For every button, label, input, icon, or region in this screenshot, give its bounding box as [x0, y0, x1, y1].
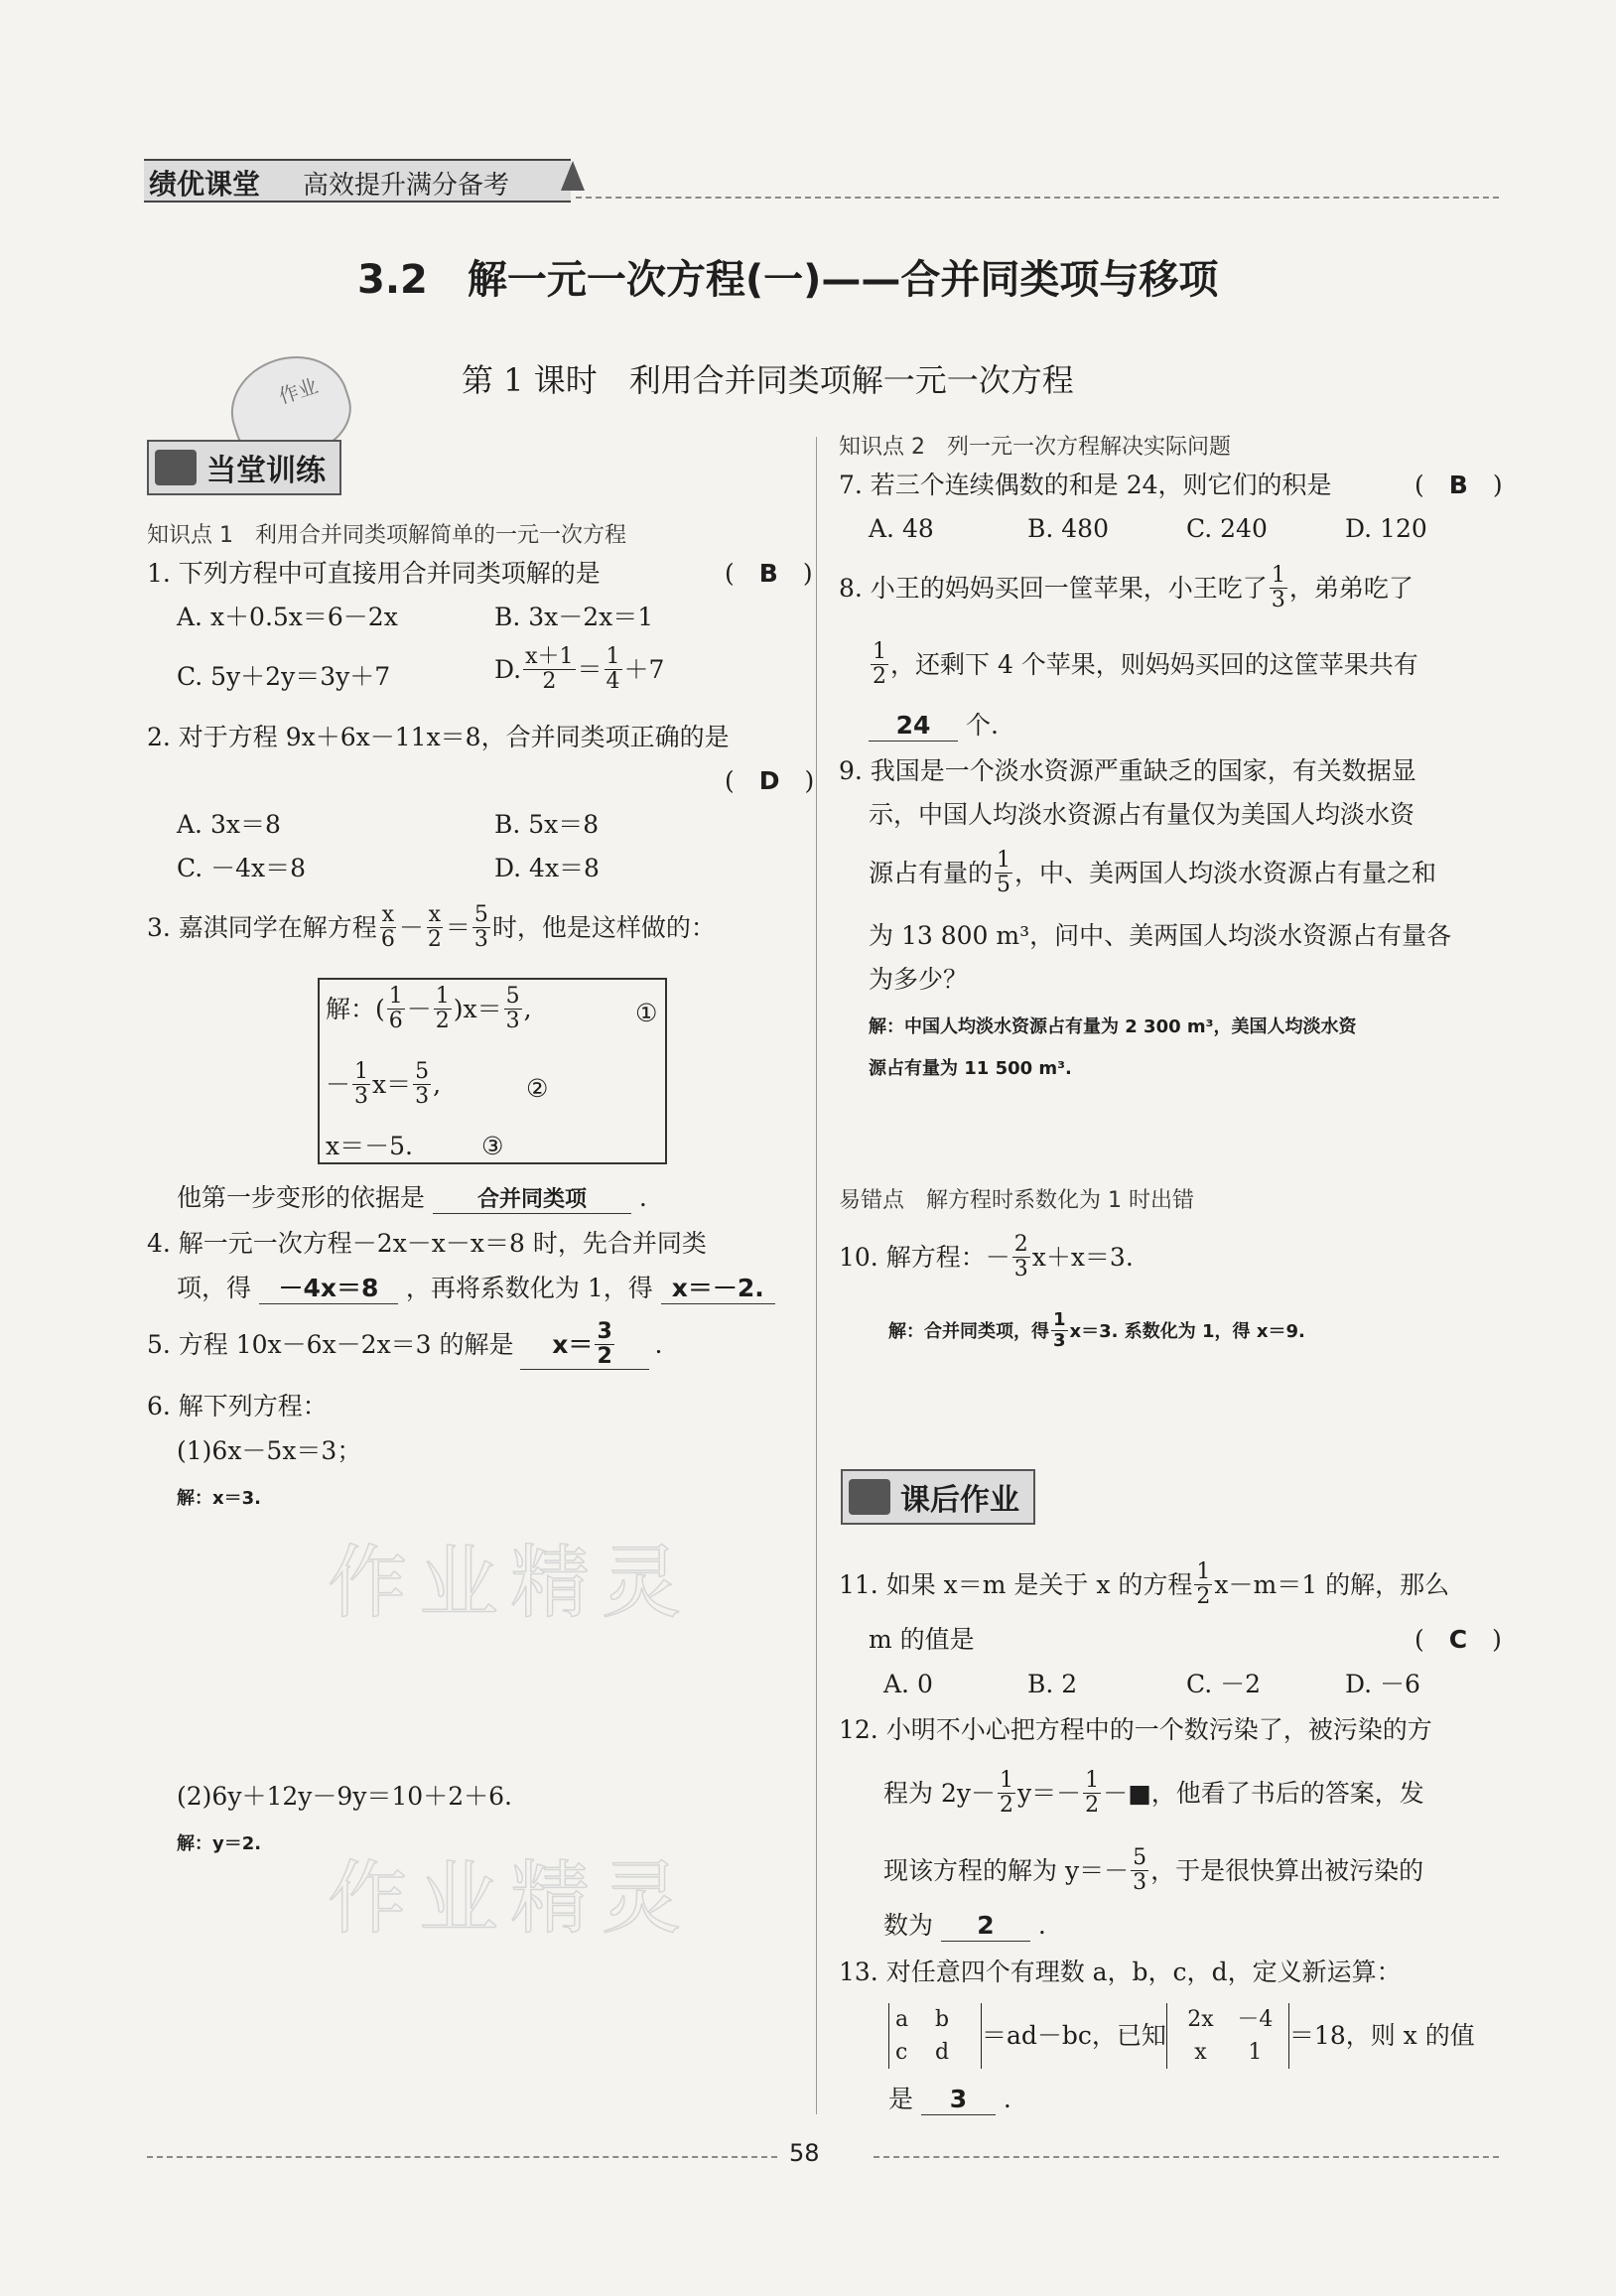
section-title-in-class: 当堂训练: [206, 454, 326, 488]
footer-divider-left: [147, 2156, 777, 2158]
q1-d-fraction-1: $\frac{x+1}{2}$: [525, 644, 574, 695]
q8-answer: 24: [869, 711, 958, 742]
q12-line-4: 数为 2 .: [883, 1911, 1046, 1940]
q7-option-b: B. 480: [1027, 514, 1109, 543]
q11-option-d: D. －6: [1345, 1670, 1420, 1698]
q6-stem: 6. 解下列方程：: [147, 1392, 328, 1420]
q12-line-1: 12. 小明不小心把方程中的一个数污染了，被污染的方: [839, 1715, 1432, 1744]
q3-basis: 他第一步变形的依据是 合并同类项 .: [177, 1183, 647, 1214]
knowledge-point-2: 知识点 2 列一元一次方程解决实际问题: [839, 435, 1231, 460]
q9-answer-line-1: 解：中国人均淡水资源占有量为 2 300 m³，美国人均淡水资: [869, 1016, 1357, 1037]
q3-basis-answer: 合并同类项: [433, 1187, 631, 1214]
q4-line-1: 4. 解一元一次方程－2x－x－x＝8 时，先合并同类: [147, 1229, 707, 1258]
footer-divider-right: [874, 2156, 1499, 2158]
column-divider: [816, 437, 817, 2114]
q9-line-3: 源占有量的 $\frac{1}{5}$ ，中、美两国人均淡水资源占有量之和: [869, 848, 1437, 898]
q1-option-c: C. 5y＋2y＝3y＋7: [177, 662, 391, 691]
section-title-after-class: 课后作业: [900, 1483, 1019, 1518]
q3-mark-3: ③: [481, 1132, 504, 1160]
mistake-point: 易错点 解方程时系数化为 1 时出错: [839, 1188, 1194, 1213]
knowledge-point-1: 知识点 1 利用合并同类项解简单的一元一次方程: [147, 523, 626, 548]
q10-stem: 10. 解方程：－ $\frac{2}{3}$ x＋x＝3.: [839, 1232, 1134, 1283]
q8-line-1: 8. 小王的妈妈买回一筐苹果，小王吃了 $\frac{1}{3}$ ，弟弟吃了: [839, 563, 1414, 613]
q5-answer: x＝ $\frac{3}{2}$: [520, 1320, 649, 1370]
q3-box-line-3: x＝－5.: [326, 1132, 413, 1160]
lesson-subtitle: 第 1 课时 利用合并同类项解一元一次方程: [462, 361, 1074, 399]
q13-answer: 3: [921, 2085, 996, 2115]
stamp-label: 作业: [275, 373, 322, 409]
q6-part-1-answer: 解：x＝3.: [177, 1488, 261, 1509]
section-banner-in-class: [147, 440, 341, 495]
header-arrow-icon: [561, 161, 585, 191]
q11-line-2: m 的值是: [869, 1625, 975, 1654]
q12-line-2: 程为 2y－ $\frac{1}{2}$ y＝－ $\frac{1}{2}$ －■，他看了书后的答案，发: [883, 1768, 1424, 1819]
q1-option-a: A. x＋0.5x＝6－2x: [177, 603, 398, 631]
page-title: 3.2 解一元一次方程(一)——合并同类项与移项: [357, 257, 1219, 303]
q6-part-2: (2)6y＋12y－9y＝10＋2＋6.: [177, 1782, 512, 1811]
q7-option-a: A. 48: [869, 514, 934, 543]
q9-line-2: 示，中国人均淡水资源占有量仅为美国人均淡水资: [869, 800, 1415, 829]
q7-option-d: D. 120: [1345, 514, 1427, 543]
q11-line-1: 11. 如果 x＝m 是关于 x 的方程 $\frac{1}{2}$ x－m＝1 的解，那么: [839, 1559, 1450, 1610]
q3-box-line-1: 解： ( $\frac{1}{6}$ － $\frac{1}{2}$ )x＝ $\frac{5}{3}$ ,: [326, 984, 532, 1034]
q1-bracket: ( B ): [725, 559, 813, 588]
q11-bracket: ( C ): [1414, 1625, 1502, 1654]
watermark-1: 作业精灵: [328, 1537, 693, 1629]
q9-line-5: 为多少？: [869, 965, 969, 994]
q11-option-b: B. 2: [1027, 1670, 1078, 1698]
q1-stem: 1. 下列方程中可直接用合并同类项解的是: [147, 559, 601, 588]
q9-line-1: 9. 我国是一个淡水资源严重缺乏的国家，有关数据显: [839, 756, 1416, 785]
q8-line-2: $\frac{1}{2}$ ，还剩下 4 个苹果，则妈妈买回的这筐苹果共有: [873, 639, 1418, 690]
q5: 5. 方程 10x－6x－2x＝3 的解是 x＝ $\frac{3}{2}$ .: [147, 1319, 663, 1370]
q2-option-d: D. 4x＝8: [494, 854, 600, 882]
q8-line-3: 24 个.: [869, 711, 999, 742]
q3-box-line-2: － $\frac{1}{3}$ x＝ $\frac{5}{3}$ ,: [326, 1059, 442, 1110]
q10-answer: 解：合并同类项，得 $\frac{1}{3}$ x＝3. 系数化为 1，得 x＝9.: [888, 1309, 1305, 1351]
q1-d-fraction-2: $\frac{1}{4}$: [606, 644, 620, 695]
q3-mark-1: ①: [635, 999, 658, 1027]
q13-line-1: 13. 对任意四个有理数 a，b，c，d，定义新运算：: [839, 1958, 1402, 1986]
q7-option-c: C. 240: [1186, 514, 1268, 543]
q9-line-4: 为 13 800 m³，问中、美两国人均淡水资源占有量各: [869, 921, 1452, 950]
q4-line-2: 项，得 －4x＝8 ，再将系数化为 1，得 x＝－2.: [177, 1274, 775, 1304]
section-banner-after-class: [841, 1469, 1035, 1525]
q11-option-a: A. 0: [883, 1670, 933, 1698]
q13-line-3: 是 3 .: [888, 2085, 1011, 2113]
q9-answer-line-2: 源占有量为 11 500 m³.: [869, 1058, 1072, 1079]
q1-option-b: B. 3x－2x＝1: [494, 603, 654, 631]
header-slogan: 高效提升满分备考: [303, 171, 510, 201]
q7-answer: B: [1448, 471, 1468, 499]
q2-option-c: C. －4x＝8: [177, 854, 307, 882]
page-number: 58: [789, 2139, 820, 2167]
q1-option-d: D. $\frac{x+1}{2}$ ＝ $\frac{1}{4}$ ＋7: [494, 644, 665, 695]
q7-stem: 7. 若三个连续偶数的和是 24，则它们的积是: [839, 471, 1332, 499]
watermark-2: 作业精灵: [328, 1852, 693, 1945]
q1-answer: B: [758, 559, 778, 588]
q2-bracket: ( D ): [725, 766, 815, 795]
q12-line-3: 现该方程的解为 y＝－ $\frac{5}{3}$ ，于是很快算出被污染的: [883, 1845, 1424, 1896]
q12-answer: 2: [941, 1911, 1030, 1942]
q13-determinant-2: 2x －4 x 1: [1166, 2003, 1289, 2069]
header-brand: 绩优课堂: [149, 168, 261, 201]
pencil-icon: [849, 1479, 890, 1515]
q2-stem: 2. 对于方程 9x＋6x－11x＝8，合并同类项正确的是: [147, 723, 730, 751]
q6-part-2-answer: 解：y＝2.: [177, 1833, 262, 1854]
q2-option-b: B. 5x＝8: [494, 810, 600, 839]
q4-answer-2: x＝－2.: [661, 1274, 775, 1304]
q6-part-1: (1)6x－5x＝3；: [177, 1436, 362, 1465]
header-divider: [576, 197, 1499, 199]
q11-option-c: C. －2: [1186, 1670, 1262, 1698]
q3-mark-2: ②: [526, 1074, 549, 1103]
q7-bracket: ( B ): [1414, 471, 1503, 499]
q2-answer: D: [758, 766, 780, 795]
notebook-icon: [155, 450, 197, 485]
q2-option-a: A. 3x＝8: [177, 810, 281, 839]
q13-line-2: a b c d ＝ad－bc，已知 2x －4 x 1 ＝18，则 x 的值: [888, 2003, 1475, 2069]
q13-determinant-1: a b c d: [888, 2003, 982, 2069]
q3-stem: 3. 嘉淇同学在解方程 $\frac{x}{6}$ － $\frac{x}{2}$ ＝ $\frac{5}{3}$ 时，他是这样做的：: [147, 902, 716, 953]
q11-answer: C: [1448, 1625, 1468, 1654]
q4-answer-1: －4x＝8: [259, 1274, 398, 1304]
